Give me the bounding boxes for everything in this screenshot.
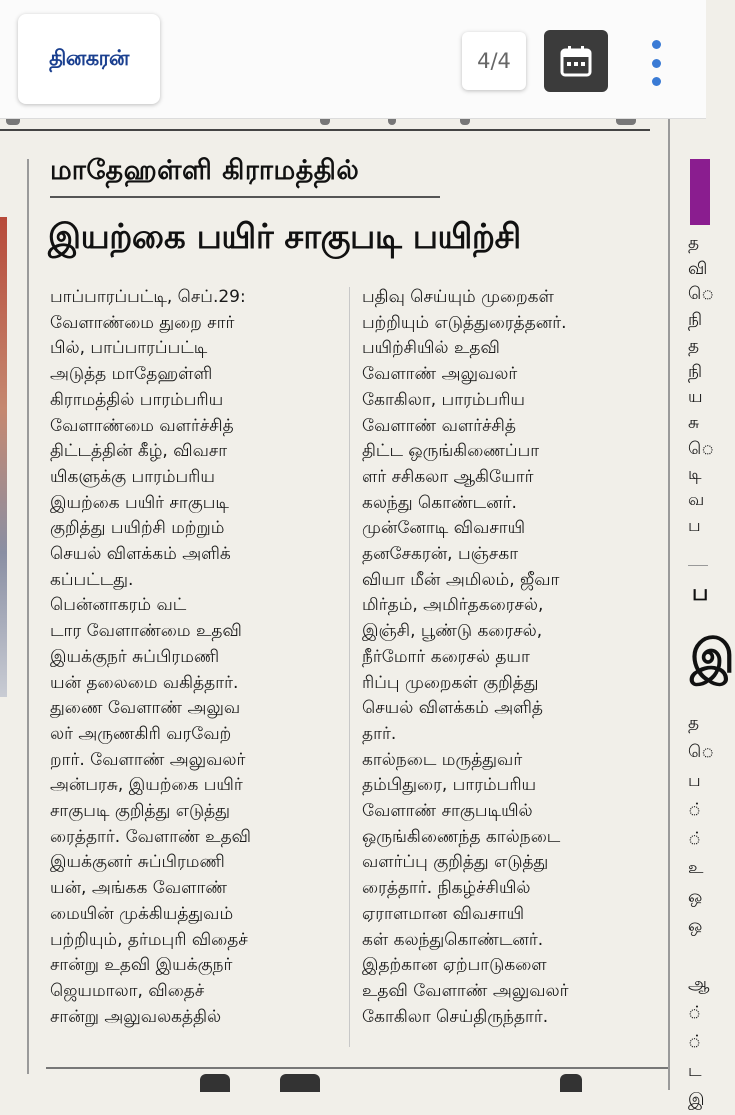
newspaper-logo-button[interactable] [18,14,160,104]
adjacent-article-banner [690,159,710,225]
calendar-icon [558,43,594,79]
more-options-button[interactable] [640,40,672,86]
calendar-button[interactable] [544,30,608,92]
app-toolbar [0,0,706,119]
page-indicator[interactable] [462,32,526,90]
article-column-2: பதிவு செய்யும் முறைகள் பற்றியும் எடுத்துரைத்தனர். பயிற்சியில் உதவி வேளாண் அலுவலர் கோகிலா, பாரம்பரிய வேளாண் வளர்ச்சித் திட்ட ஒருங்கிணைப்பா ளர் சசிகலா ஆகியோர் கலந்து கொண்டனர். முன்னோடி விவசாயி தனசேகரன், பஞ்சகா வியா மீன் அமிலம், ஜீவா மிர்தம், அமிர்தகரைசல், இஞ்சி, பூண்டு கரைசல், நீர்மோர் கரைசல் தயா ரிப்பு முறைகள் குறித்து செயல் விளக்கம் அளித் தார். கால்நடை மருத்துவர் தம்பிதுரை, பாரம்பரிய வேளாண் சாகுபடியில் ஒருங்கிணைந்த கால்நடை வளர்ப்பு குறித்து எடுத்து ரைத்தார். நிகழ்ச்சியில் ஏராளமான விவசாயி கள் கலந்துகொண்டனர். இதற்கான ஏற்பாடுகளை உதவி வேளாண் அலுவலர் கோகிலா செய்திருந்தார். [362,287,569,1027]
more-vertical-icon [652,40,661,49]
adjacent-photo-fragment [0,217,7,697]
article-headline: இயற்கை பயிர் சாகுபடி பயிற்சி [48,217,521,257]
page-indicator-label: 4/4 [477,49,511,73]
newspaper-clipping [0,119,735,1110]
column-rule-right [668,119,670,1090]
article-kicker: மாதேஹள்ளி கிராமத்தில் [50,155,440,198]
adjacent-article-fragment [688,119,735,1110]
adjacent-article-rule [688,565,708,566]
previous-article-fragment [0,119,650,131]
adjacent-article-kicker: ப [692,581,709,606]
newspaper-logo-text: தினகரன் [49,45,129,70]
column-rule-left [27,159,29,1074]
adjacent-article-text: த வி ெ நி த நி ய சு ெ டி வ ப [688,233,715,536]
article-bottom-rule [46,1067,668,1069]
more-vertical-icon-dot [652,77,661,86]
column-divider [349,287,350,1047]
adjacent-article-text-2: த ெ ப ் ் உ ஒ ஒ ஆ ் ் ட இ [688,713,715,1110]
adjacent-article-headline: இ [690,629,735,683]
article-column-1: பாப்பாரப்பட்டி, செப்.29: வேளாண்மை துறை சார் பில், பாப்பாரப்பட்டி அடுத்த மாதேஹள்ளி கிராமத்தில் பாரம்பரிய வேளாண்மை வளர்ச்சித் திட்டத்தின் கீழ், விவசா யிகளுக்கு பாரம்பரிய இயற்கை பயிர் சாகுபடி குறித்து பயிற்சி மற்றும் செயல் விளக்கம் அளிக் கப்பட்டது. பென்னாகரம் வட் டார வேளாண்மை உதவி இயக்குநர் சுப்பிரமணி யன் தலைமை வகித்தார். துணை வேளாண் அலுவ லர் அருணகிரி வரவேற் றார். வேளாண் அலுவலர் அன்பரசு, இயற்கை பயிர் சாகுபடி குறித்து எடுத்து ரைத்தார். வேளாண் உதவி இயக்குனர் சுப்பிரமணி யன், அங்கக வேளாண் மையின் முக்கியத்துவம் பற்றியும், தர்மபுரி விதைச் சான்று உதவி இயக்குநர் ஜெயமாலா, விதைச் சான்று அலுவலகத்தில் [50,287,252,1027]
more-vertical-icon-dot [652,59,661,68]
